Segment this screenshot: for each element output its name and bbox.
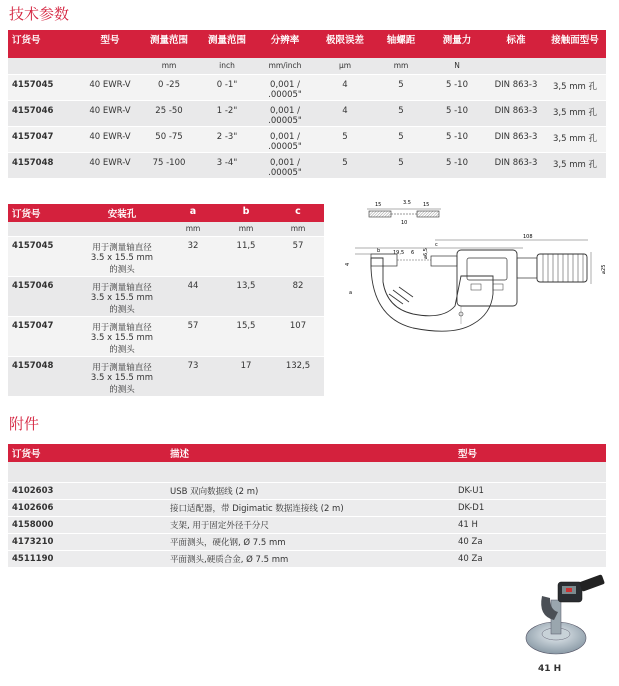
order-number: 4102603 (8, 482, 166, 499)
order-number: 4173210 (8, 533, 166, 550)
dim-b: 13,5 (220, 276, 272, 316)
col-description: 描述 (166, 444, 454, 462)
hole-line: 的测头 (109, 304, 135, 315)
thimble (537, 254, 587, 282)
col-a: a (166, 204, 220, 222)
force: 5 -10 (426, 100, 488, 126)
range-mm: 0 -25 (140, 74, 198, 100)
hole-line: 3.5 x 15.5 mm (90, 372, 154, 383)
pitch: 5 (376, 152, 426, 178)
col-model: 型号 (80, 30, 140, 58)
order-number: 4157048 (8, 356, 78, 396)
dim-label: 4 (345, 262, 351, 266)
lcd-screen (467, 258, 507, 280)
specs-title: 技术参数 (9, 5, 70, 23)
dim-label: 19,5 (393, 250, 405, 256)
col-force: 测量力 (426, 30, 488, 58)
pitch: 5 (376, 100, 426, 126)
table-row (8, 236, 324, 276)
dim-label: 15 (375, 202, 382, 208)
col-contact: 接触面型号 (544, 30, 606, 58)
order-number: 4157048 (8, 152, 80, 178)
mount-hole (78, 276, 166, 316)
order-number: 4157045 (8, 74, 80, 100)
description: 支架, 用于固定外径千分尺 (166, 516, 454, 533)
range-mm: 50 -75 (140, 126, 198, 152)
photo-caption: 41 H (538, 664, 562, 674)
dim-a: 32 (166, 236, 220, 276)
dim-label: 108 (523, 234, 533, 240)
resolution-mm: 0,001 / (270, 131, 300, 142)
order-number: 4102606 (8, 499, 166, 516)
hole-line: 的测头 (109, 344, 135, 355)
hole-line: 用于测量轴直径 (92, 242, 152, 253)
col-resolution: 分辨率 (256, 30, 314, 58)
probe-hatch-left (369, 211, 391, 217)
table-row (8, 276, 324, 316)
description: 平面测头，硬化钢, Ø 7.5 mm (166, 533, 454, 550)
resolution-mm: 0,001 / (270, 105, 300, 116)
hole-line: 3.5 x 15.5 mm (90, 292, 154, 303)
unit-row (8, 58, 606, 74)
pitch: 5 (376, 74, 426, 100)
resolution (256, 100, 314, 126)
model: 40 Za (454, 550, 606, 567)
sleeve (517, 258, 537, 278)
mount-hole (78, 236, 166, 276)
resolution (256, 126, 314, 152)
col-order: 订货号 (8, 444, 166, 462)
mount-hole (78, 316, 166, 356)
dim-a: 57 (166, 316, 220, 356)
mount-hole (78, 356, 166, 396)
unit: mm (272, 222, 324, 236)
model: DK-U1 (454, 482, 606, 499)
order-number: 4157045 (8, 236, 78, 276)
error: 5 (314, 126, 376, 152)
dim-c: 82 (272, 276, 324, 316)
model: 40 Za (454, 533, 606, 550)
dim-label: ⌀6,5 (423, 248, 429, 259)
micrometer-stand-photo (518, 560, 610, 664)
force: 5 -10 (426, 126, 488, 152)
range-inch: 3 -4" (198, 152, 256, 178)
col-range-mm: 测量范围 (140, 30, 198, 58)
button-left (471, 284, 481, 290)
resolution-mm: 0,001 / (270, 157, 300, 168)
hole-line: 3.5 x 15.5 mm (90, 332, 154, 343)
standard: DIN 863-3 (488, 100, 544, 126)
unit: mm (166, 222, 220, 236)
dim-label: a (349, 290, 353, 296)
range-mm: 75 -100 (140, 152, 198, 178)
col-c: c (272, 204, 324, 222)
table-row (8, 550, 606, 567)
range-inch: 0 -1" (198, 74, 256, 100)
contact: 3,5 mm 孔 (544, 100, 606, 126)
unit-row (8, 222, 324, 236)
accessories-title: 附件 (9, 415, 40, 433)
force: 5 -10 (426, 152, 488, 178)
order-number: 4157047 (8, 126, 80, 152)
table-row (8, 152, 606, 178)
col-mount-hole: 安装孔 (78, 204, 166, 222)
col-range-inch: 测量范围 (198, 30, 256, 58)
mounting-table (8, 204, 324, 396)
blank-row (8, 462, 606, 482)
dim-a: 44 (166, 276, 220, 316)
order-number: 4157047 (8, 316, 78, 356)
spindle (431, 256, 457, 266)
order-number: 4511190 (8, 550, 166, 567)
description: 接口适配器，带 Digimatic 数据连接线 (2 m) (166, 499, 454, 516)
table-row (8, 516, 606, 533)
resolution-inch: .00005" (268, 141, 302, 152)
unit: N (426, 58, 488, 74)
display-housing (457, 250, 517, 306)
dim-c: 57 (272, 236, 324, 276)
contact: 3,5 mm 孔 (544, 152, 606, 178)
model: 40 EWR-V (80, 152, 140, 178)
order-number: 4158000 (8, 516, 166, 533)
contact: 3,5 mm 孔 (544, 74, 606, 100)
micrometer-dimension-drawing (343, 196, 611, 341)
table-row (8, 74, 606, 100)
dim-b: 11,5 (220, 236, 272, 276)
unit: µm (314, 58, 376, 74)
col-order: 订货号 (8, 30, 80, 58)
dim-label: 3.5 (403, 200, 411, 206)
description: USB 双向数据线 (2 m) (166, 482, 454, 499)
unit: mm (376, 58, 426, 74)
error: 5 (314, 152, 376, 178)
col-model: 型号 (454, 444, 606, 462)
pitch: 5 (376, 126, 426, 152)
table-row (8, 499, 606, 516)
model: 40 EWR-V (80, 74, 140, 100)
table-row (8, 482, 606, 499)
standard: DIN 863-3 (488, 152, 544, 178)
table-row (8, 316, 324, 356)
model: 41 H (454, 516, 606, 533)
dim-label: b (377, 248, 381, 254)
model: 40 EWR-V (80, 126, 140, 152)
order-number: 4157046 (8, 100, 80, 126)
col-error: 极限误差 (314, 30, 376, 58)
error: 4 (314, 74, 376, 100)
hole-line: 的测头 (109, 384, 135, 395)
order-number: 4157046 (8, 276, 78, 316)
probe-detail-right (417, 211, 439, 217)
description: 平面测头,硬质合金, Ø 7.5 mm (166, 550, 454, 567)
range-mm: 25 -50 (140, 100, 198, 126)
unit: mm/inch (256, 58, 314, 74)
table-row (8, 126, 606, 152)
range-inch: 1 -2" (198, 100, 256, 126)
hole-line: 用于测量轴直径 (92, 322, 152, 333)
table-row (8, 533, 606, 550)
resolution (256, 74, 314, 100)
unit: inch (198, 58, 256, 74)
error: 4 (314, 100, 376, 126)
dim-label: 6 (411, 250, 415, 256)
dim-label: 15 (423, 202, 430, 208)
standard: DIN 863-3 (488, 126, 544, 152)
dim-label: 10 (401, 220, 408, 226)
contact: 3,5 mm 孔 (544, 126, 606, 152)
col-b: b (220, 204, 272, 222)
resolution-inch: .00005" (268, 115, 302, 126)
range-inch: 2 -3" (198, 126, 256, 152)
col-order: 订货号 (8, 204, 78, 222)
resolution-inch: .00005" (268, 89, 302, 100)
resolution (256, 152, 314, 178)
dim-b: 15,5 (220, 316, 272, 356)
hole-line: 用于测量轴直径 (92, 362, 152, 373)
resolution-mm: 0,001 / (270, 79, 300, 90)
hole-line: 3.5 x 15.5 mm (90, 252, 154, 263)
dim-label: ⌀25 (601, 264, 607, 274)
unit: mm (140, 58, 198, 74)
unit: mm (220, 222, 272, 236)
model: DK-D1 (454, 499, 606, 516)
accessories-table (8, 444, 606, 567)
hole-line: 用于测量轴直径 (92, 282, 152, 293)
force: 5 -10 (426, 74, 488, 100)
hole-line: 的测头 (109, 264, 135, 275)
thimble (579, 574, 605, 592)
dim-c: 132,5 (272, 356, 324, 396)
table-row (8, 356, 324, 396)
button-right (493, 284, 503, 290)
dim-label: c (435, 242, 438, 248)
col-pitch: 轴螺距 (376, 30, 426, 58)
standard: DIN 863-3 (488, 74, 544, 100)
resolution-inch: .00005" (268, 167, 302, 178)
dim-b: 17 (220, 356, 272, 396)
model: 40 EWR-V (80, 100, 140, 126)
table-row (8, 100, 606, 126)
dim-c: 107 (272, 316, 324, 356)
dim-a: 73 (166, 356, 220, 396)
specs-table (8, 30, 606, 178)
col-standard: 标准 (488, 30, 544, 58)
